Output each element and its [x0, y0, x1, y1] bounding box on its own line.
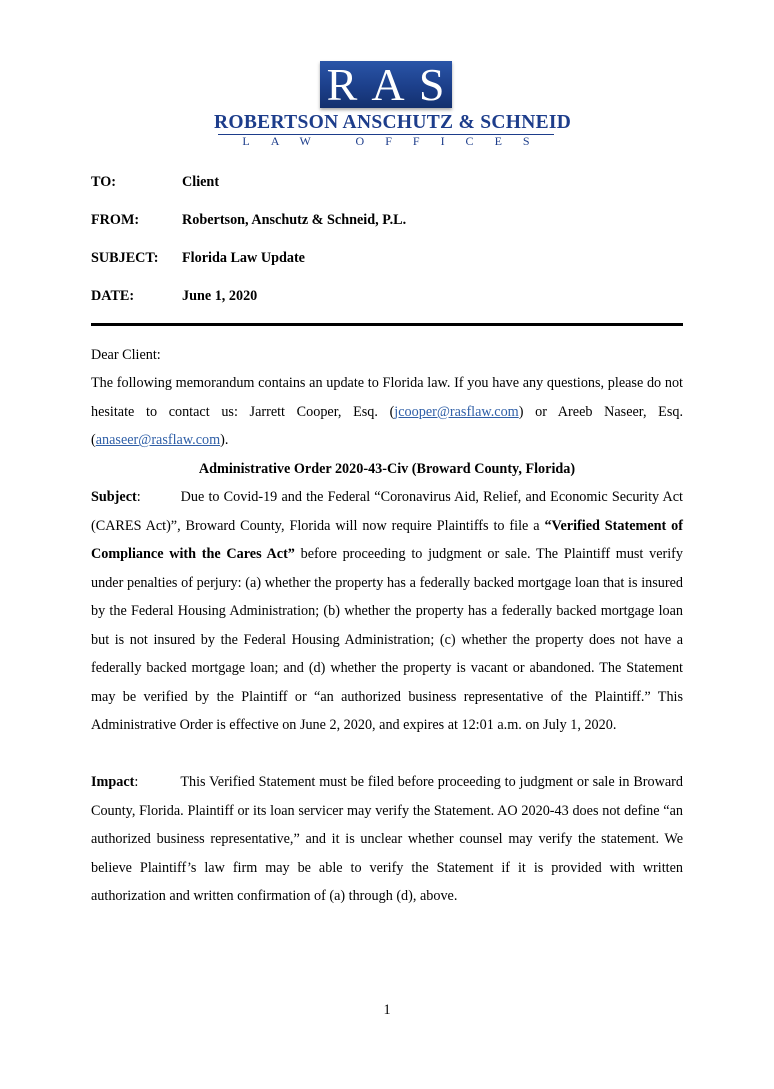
subject-paragraph: Subject: Due to Covid-19 and the Federal “Coronavirus Aid, Relief, and Economic Security Act (CARES Act)”, Broward County, Florida will now require Plaintiffs to file a “Verified Statement of Compliance with the Cares Act” before proceeding to judgment or sale. The Plaintiff must verify under penalties of perjury: (a) whether the property has a federally backed mortgage loan that is insured by the Federal Housing Administration; (b) whether the property has a federally backed mortgage loan but is not insured by the Federal Housing Administration; (c) whether the property does not have a federally backed mortgage loan; and (d) whether the property is vacant or abandoned. The Statement may be verified by the Plaintiff or “an authorized business representative of the Plaintiff.” This Administrative Order is effective on June 2, 2020, and expires at 12:01 a.m. on July 1, 2020. — [91, 489, 683, 733]
page-number: 1 — [383, 1002, 391, 1018]
intro-text-1: The following memorandum contains an update to Florida law. If you have any questions, please do not hesitate to contact us: Jarrett Cooper, Esq. ( — [91, 375, 683, 420]
impact-label: Impact — [91, 774, 135, 790]
order-title: Administrative Order 2020-43-Civ (Broward County, Florida) — [198, 461, 576, 477]
subject-text-1: Due to Covid-19 and the Federal “Coronavirus Aid, Relief, and Economic Security Act (CARES Act)”, Broward County, Florida will now require Plaintiffs to file a — [91, 489, 683, 534]
firm-logo — [214, 59, 572, 148]
subject-label: Subject — [91, 489, 137, 505]
logo-letter-s: S — [418, 59, 446, 110]
logo-letter-r: R — [326, 59, 359, 110]
header-rule — [91, 323, 683, 326]
intro-paragraph — [91, 369, 683, 455]
memo-date-label: DATE: — [91, 288, 135, 304]
logo-monogram — [320, 61, 452, 108]
email-link-naseer[interactable]: anaseer@rasflaw.com — [95, 432, 221, 448]
memo-from-label: FROM: — [91, 212, 140, 228]
logo-firm-name: ROBERTSON ANSCHUTZ & SCHNEID — [214, 112, 572, 133]
logo-letter-a: A — [371, 59, 406, 110]
email-link-cooper[interactable]: jcooper@rasflaw.com — [394, 403, 519, 420]
memo-date-value: June 1, 2020 — [182, 288, 258, 304]
memo-from-value: Robertson, Anschutz & Schneid, P.L. — [182, 212, 407, 228]
intro-text-3: ). — [220, 432, 229, 448]
memo-to-value: Client — [182, 174, 220, 190]
logo-subtitle: LAW OFFICES — [242, 134, 551, 148]
impact-paragraph: Impact: This Verified Statement must be filed before proceeding to judgment or sale in Broward County, Florida. Plaintiff or its loan servicer may verify the Statement. AO 2020-43 does not define “an authorized business representative,” and it is unclear whether counsel may verify the statement. We believe Plaintiff’s law firm may be able to verify the Statement if it is provided with written authorization and written confirmation of (a) through (d), above. — [91, 774, 683, 904]
memo-subject-value: Florida Law Update — [182, 250, 305, 266]
logo-monogram-box — [320, 61, 452, 108]
subject-text-2: before proceeding to judgment or sale. The Plaintiff must verify under penalties of perjury: (a) whether the property has a federally backed mortgage loan that is insured by the Federal Housing Administration; (b) whether the property has a federally backed mortgage loan but is not insured by the Federal Housing Administration; (c) whether the property does not have a federally backed mortgage loan; and (d) whether the property is vacant or abandoned. The Statement may be verified by the Plaintiff or “an authorized business representative of the Plaintiff.” This Administrative Order is effective on June 2, 2020, and expires at 12:01 a.m. on July 1, 2020. — [91, 546, 683, 733]
subject-bold-title: “Verified Statement of Compliance with the Cares Act” — [91, 517, 683, 562]
salutation: Dear Client: — [91, 347, 161, 363]
intro-text-2: ) or Areeb Naseer, Esq. ( — [91, 403, 683, 448]
impact-text: This Verified Statement must be filed before proceeding to judgment or sale in Broward County, Florida. Plaintiff or its loan servicer may verify the Statement. AO 2020-43 does not define “an authorized business representative,” and it is unclear whether counsel may verify the statement. We believe Plaintiff’s law firm may be able to verify the Statement if it is provided with written authorization and written confirmation of (a) through (d), above. — [91, 774, 683, 904]
memo-to-label: TO: — [91, 174, 116, 190]
memo-subject-label: SUBJECT: — [91, 250, 159, 266]
